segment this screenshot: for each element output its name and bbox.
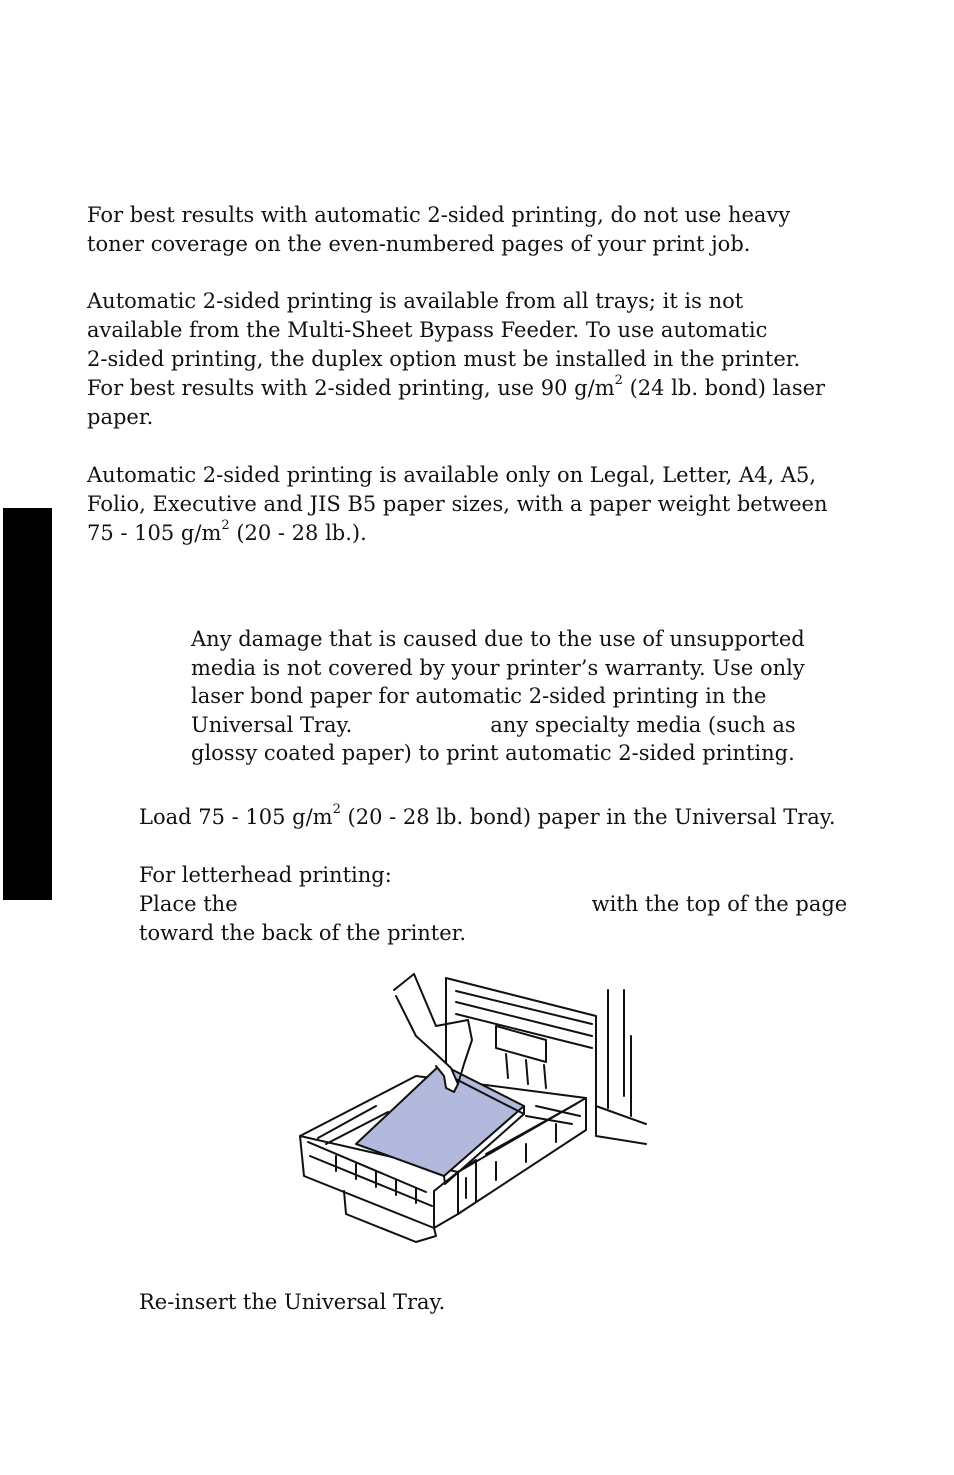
text-line [139, 803, 836, 832]
step-load-paper [139, 803, 836, 832]
text-line: available from the Multi-Sheet Bypass Feeder. To use automatic [87, 318, 768, 342]
text-line: laser bond paper for automatic 2-sided printing in the [191, 684, 767, 708]
text-line [87, 519, 828, 548]
paragraph-paper-sizes [87, 461, 828, 548]
text-fragment: (20 - 28 lb.). [229, 521, 367, 545]
text-fragment: For best results with 2-sided printing, use 90 g/m [87, 376, 615, 400]
text-line [87, 374, 825, 403]
text-line [139, 890, 847, 919]
step-reinsert-tray [139, 1288, 445, 1317]
text-fragment: (20 - 28 lb. bond) paper in the Universal Tray. [340, 805, 836, 829]
superscript: 2 [332, 801, 341, 817]
chapter-side-tab [3, 508, 52, 900]
text-fragment: Load 75 - 105 g/m [139, 805, 333, 829]
text-line: Folio, Executive and JIS B5 paper sizes, with a paper weight between [87, 492, 828, 516]
superscript: 2 [221, 517, 230, 533]
tray-loading-illustration [296, 966, 652, 1262]
text-line: For letterhead printing: [139, 863, 392, 887]
text-fragment: with the top of the page [591, 892, 848, 916]
text-line: 2-sided printing, the duplex option must be installed in the printer. [87, 347, 801, 371]
text-line: glossy coated paper) to print automatic 2-sided printing. [191, 741, 795, 765]
text-fragment: (24 lb. bond) laser [622, 376, 826, 400]
text-fragment: Place the [139, 892, 238, 916]
superscript: 2 [614, 372, 623, 388]
text-line: toner coverage on the even-numbered pages of your print job. [87, 232, 751, 256]
text-line: paper. [87, 405, 154, 429]
text-fragment: 75 - 105 g/m [87, 521, 222, 545]
text-fragment: any specialty media (such as [490, 712, 796, 737]
step-letterhead [139, 861, 847, 948]
text-line: For best results with automatic 2-sided printing, do not use heavy [87, 203, 791, 227]
text-line: toward the back of the printer. [139, 921, 467, 945]
text-line [191, 711, 805, 740]
text-line: Re-insert the Universal Tray. [139, 1290, 446, 1314]
text-line: Automatic 2-sided printing is available only on Legal, Letter, A4, A5, [87, 463, 817, 487]
paragraph-tray-availability [87, 287, 825, 432]
text-line: Automatic 2-sided printing is available from all trays; it is not [87, 289, 744, 313]
caution-note [191, 625, 805, 768]
text-fragment: Universal Tray. [191, 712, 353, 737]
text-line: Any damage that is caused due to the use of unsupported [191, 627, 805, 651]
paragraph-toner-coverage [87, 201, 790, 259]
text-line: media is not covered by your printer’s warranty. Use only [191, 655, 805, 680]
